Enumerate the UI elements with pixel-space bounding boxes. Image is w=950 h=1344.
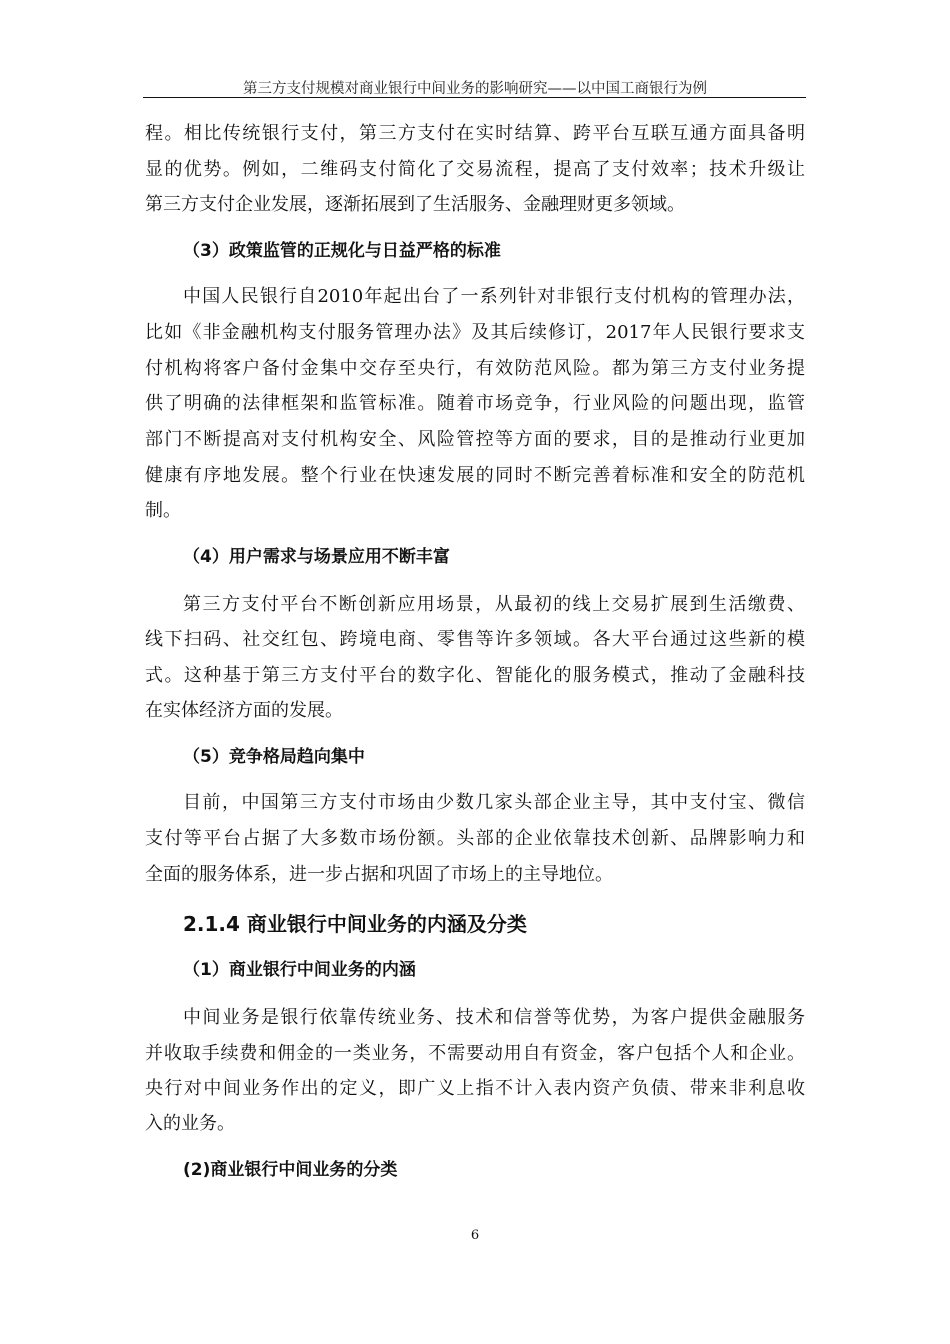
paragraph-line: 央行对中间业务作出的定义，即广义上指不计入表内资产负债、带来非利息收	[145, 1078, 805, 1099]
subsection-heading: （3）政策监管的正规化与日益严格的标准	[183, 241, 501, 261]
page-number: 6	[470, 1228, 480, 1243]
subsection-heading: （4）用户需求与场景应用不断丰富	[183, 547, 450, 567]
paragraph-line: 式。这种基于第三方支付平台的数字化、智能化的服务模式，推动了金融科技	[145, 665, 805, 686]
paragraph-line: 第三方支付平台不断创新应用场景，从最初的线上交易扩展到生活缴费、	[183, 594, 805, 615]
paragraph-line: 目前，中国第三方支付市场由少数几家头部企业主导，其中支付宝、微信	[183, 792, 805, 813]
subsection-heading: （1）商业银行中间业务的内涵	[183, 960, 416, 980]
paragraph-line: 中国人民银行自2010年起出台了一系列针对非银行支付机构的管理办法，	[183, 286, 805, 307]
paragraph-line: 线下扫码、社交红包、跨境电商、零售等许多领域。各大平台通过这些新的模	[145, 629, 805, 650]
paragraph-line: 并收取手续费和佣金的一类业务，不需要动用自有资金，客户包括个人和企业。	[145, 1043, 805, 1064]
running-header: 第三方支付规模对商业银行中间业务的影响研究——以中国工商银行为例	[243, 81, 707, 97]
paragraph-line: 入的业务。	[145, 1113, 235, 1134]
paragraph-line: 部门不断提高对支付机构安全、风险管控等方面的要求，目的是推动行业更加	[145, 429, 805, 450]
paragraph-line: 供了明确的法律框架和监管标准。随着市场竞争，行业风险的问题出现，监管	[145, 393, 805, 414]
paragraph-line: 第三方支付企业发展，逐渐拓展到了生活服务、金融理财更多领域。	[145, 194, 685, 215]
paragraph-line: 健康有序地发展。整个行业在快速发展的同时不断完善着标准和安全的防范机	[145, 465, 805, 486]
paragraph-line: 支付等平台占据了大多数市场份额。头部的企业依靠技术创新、品牌影响力和	[145, 828, 805, 849]
section-heading: 2.1.4 商业银行中间业务的内涵及分类	[183, 912, 527, 936]
paragraph-line: 制。	[145, 500, 181, 521]
subsection-heading: （5）竞争格局趋向集中	[183, 747, 365, 767]
subsection-heading: (2)商业银行中间业务的分类	[183, 1160, 398, 1180]
paragraph-line: 比如《非金融机构支付服务管理办法》及其后续修订，2017年人民银行要求支	[145, 322, 805, 343]
paragraph-line: 在实体经济方面的发展。	[145, 700, 343, 721]
paragraph-line: 全面的服务体系，进一步占据和巩固了市场上的主导地位。	[145, 864, 613, 885]
paragraph-line: 中间业务是银行依靠传统业务、技术和信誉等优势，为客户提供金融服务	[183, 1007, 805, 1028]
paragraph-line: 显的优势。例如，二维码支付简化了交易流程，提高了支付效率；技术升级让	[145, 159, 805, 180]
header-rule	[143, 97, 806, 98]
paragraph-line: 付机构将客户备付金集中交存至央行，有效防范风险。都为第三方支付业务提	[145, 358, 805, 379]
paragraph-line: 程。相比传统银行支付，第三方支付在实时结算、跨平台互联互通方面具备明	[145, 123, 805, 144]
